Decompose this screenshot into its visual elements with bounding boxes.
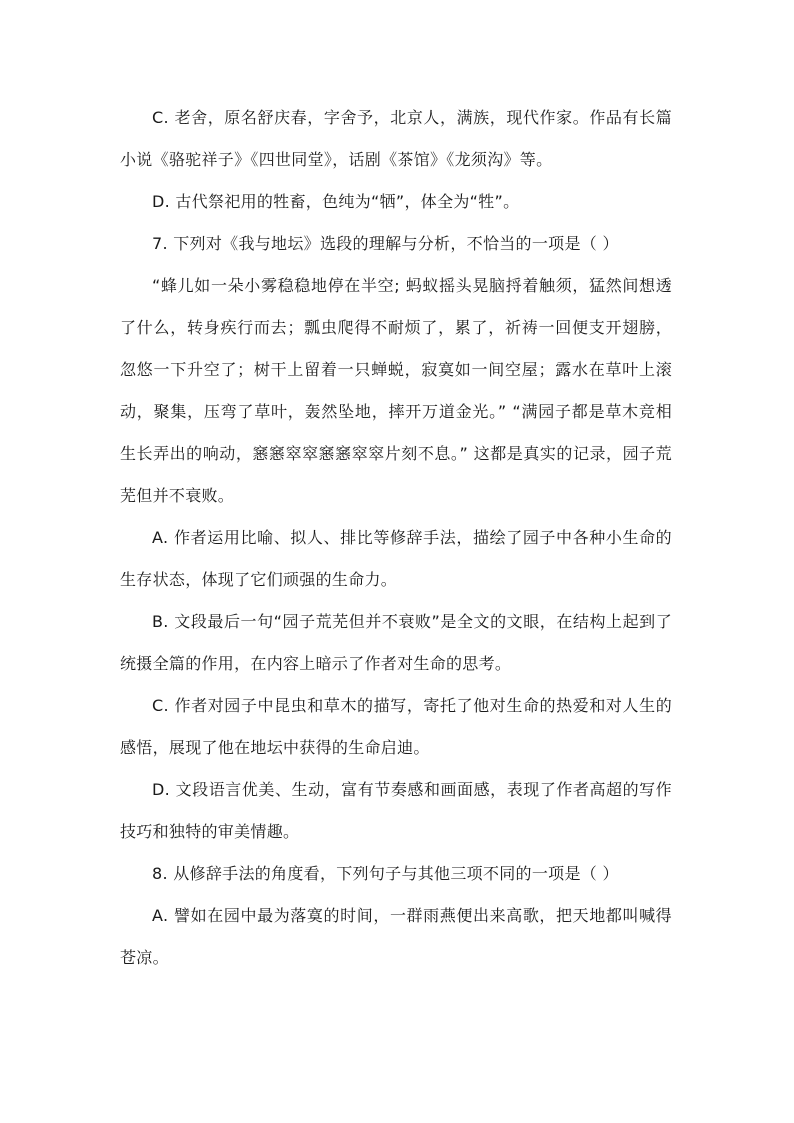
option-c-laoshe: C. 老舍，原名舒庆春，字舍予，北京人，满族，现代作家。作品有长篇小说《骆驼祥子》《四世同堂》，话剧《茶馆》《龙须沟》等。 (120, 108, 672, 169)
option-d-sacrifice: D. 古代祭祀用的牲畜，色纯为“牺”，体全为“牲”。 (152, 192, 520, 211)
question-7-stem: 7. 下列对《我与地坛》选段的理解与分析，不恰当的一项是（ ） (152, 234, 619, 253)
question-8-stem: 8. 从修辞手法的角度看，下列句子与其他三项不同的一项是（ ） (152, 864, 619, 883)
question-8-option-a: A. 譬如在园中最为落寞的时间，一群雨燕便出来高歌，把天地都叫喊得苍凉。 (120, 906, 672, 967)
question-7-option-b: B. 文段最后一句“园子荒芜但并不衰败”是全文的文眼，在结构上起到了统摄全篇的作用，在内容上暗示了作者对生命的思考。 (120, 612, 672, 673)
question-7-option-a: A. 作者运用比喻、拟人、排比等修辞手法，描绘了园子中各种小生命的生存状态，体现了它们顽强的生命力。 (120, 528, 672, 589)
question-7-option-d: D. 文段语言优美、生动，富有节奏感和画面感，表现了作者高超的写作技巧和独特的审美情趣。 (120, 780, 672, 841)
question-7-option-c: C. 作者对园子中昆虫和草木的描写，寄托了他对生命的热爱和对人生的感悟，展现了他在地坛中获得的生命启迪。 (120, 696, 672, 757)
question-7-passage: “蜂儿如一朵小雾稳稳地停在半空; 蚂蚁摇头晃脑捋着触须，猛然间想透了什么，转身疾行而去；瓢虫爬得不耐烦了，累了，祈祷一回便支开翅膀，忽悠一下升空了；树干上留着一只蝉蜕，寂寞如一间空屋；露水在草叶上滚动，聚集，压弯了草叶，轰然坠地，摔开万道金光。” “满园子都是草木竞相生长弄出的响动，窸窸窣窣窸窸窣窣片刻不息。” 这都是真实的记录，园子荒芜但并不衰败。 (120, 276, 672, 505)
